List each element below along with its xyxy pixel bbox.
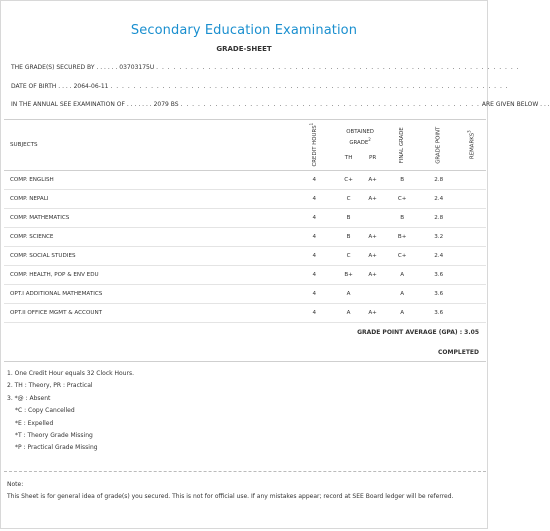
header-remarks: REMARKS$^3$ [457,120,486,171]
footnote-3: 3. *@ : Absent [7,394,51,402]
secured-by-label: THE GRADE(S) SECURED BY . . . . . . [11,64,118,71]
cell-practical-grade: A+ [361,304,384,323]
cell-practical-grade: A+ [361,228,384,247]
completion-status: COMPLETED [438,349,479,356]
cell-credit-hours: 4 [292,171,336,190]
cell-final-grade: A [384,304,420,323]
header-final-grade: FINAL GRADE [384,120,420,171]
table-row [4,209,486,228]
cell-final-grade: B [384,209,420,228]
footnote-3a: *C : Copy Cancelled [15,407,75,415]
cell-final-grade: B+ [384,228,420,247]
cell-subject: OPT.I ADDITIONAL MATHEMATICS [4,285,292,304]
cell-remarks [457,209,486,228]
footnote-3d: *P : Practical Grade Missing [15,444,98,452]
table-row [4,285,486,304]
cell-theory-grade: C+ [336,171,361,190]
header-obtained-grade: OBTAINED GRADE$^2$ TH PR [336,120,384,171]
table-row [4,304,486,323]
cell-subject: COMP. ENGLISH [4,171,292,190]
footnote-1: 1. One Credit Hour equals 32 Clock Hours. [7,370,134,377]
exam-value: 2079 BS [153,101,179,108]
footnotes [7,368,134,455]
cell-final-grade: A [384,285,420,304]
cell-credit-hours: 4 [292,209,336,228]
exam-suffix: ARE GIVEN BELOW . . . [481,101,550,108]
grades-body [4,171,486,323]
cell-practical-grade [361,209,384,228]
header-subjects: SUBJECTS [4,120,292,171]
cell-remarks [457,171,486,190]
footnote-3c: *T : Theory Grade Missing [15,432,93,440]
header-grade-point: GRADE POINT [420,120,457,171]
cell-remarks [457,304,486,323]
cell-subject: OPT.II OFFICE MGMT & ACCOUNT [4,304,292,323]
cell-grade-point: 2.8 [420,171,457,190]
cell-credit-hours: 4 [292,266,336,285]
divider [4,361,486,362]
cell-grade-point: 3.6 [420,285,457,304]
header-credit-hours: CREDIT HOURS$^1$ [292,120,336,171]
cell-theory-grade: A [336,304,361,323]
table-row [4,190,486,209]
cell-theory-grade: B+ [336,266,361,285]
cell-grade-point: 3.6 [420,266,457,285]
note-text: This Sheet is for general idea of grade(s) you secured. This is not for official use. If any mistakes appear; record at SEE Board ledger will be referred. [7,492,454,500]
header-pr: PR [368,154,377,161]
cell-subject: COMP. SCIENCE [4,228,292,247]
cell-remarks [457,266,486,285]
cell-practical-grade [361,285,384,304]
cell-subject: COMP. HEALTH, POP & ENV EDU [4,266,292,285]
cell-theory-grade: B [336,209,361,228]
table-row [4,228,486,247]
table-row [4,247,486,266]
cell-practical-grade: A+ [361,190,384,209]
page-subtitle: GRADE-SHEET [216,45,272,53]
disclaimer [7,479,483,502]
table-row [4,266,486,285]
table-header-row [4,120,486,171]
gpa-summary: GRADE POINT AVERAGE (GPA) : 3.05 [357,329,479,336]
cell-grade-point: 3.2 [420,228,457,247]
table-row [4,171,486,190]
cell-final-grade: A [384,266,420,285]
cell-subject: COMP. MATHEMATICS [4,209,292,228]
dob-value: 2064-06-11 [73,83,109,90]
cell-credit-hours: 4 [292,228,336,247]
cell-theory-grade: C [336,247,361,266]
cell-final-grade: B [384,171,420,190]
dashed-divider [4,471,486,472]
cell-credit-hours: 4 [292,285,336,304]
cell-credit-hours: 4 [292,247,336,266]
cell-theory-grade: B [336,228,361,247]
cell-credit-hours: 4 [292,304,336,323]
exam-label: IN THE ANNUAL SEE EXAMINATION OF . . . . . . . [11,101,152,108]
cell-practical-grade: A+ [361,266,384,285]
footnote-2: 2. TH : Theory, PR : Practical [7,382,93,390]
cell-theory-grade: A [336,285,361,304]
cell-final-grade: C+ [384,190,420,209]
secured-by-value: 03703175U [119,64,155,71]
header-th: TH [344,154,353,161]
cell-grade-point: 3.6 [420,304,457,323]
info-secured-by: THE GRADE(S) SECURED BY . . . . . . 03703175U . . . . . . . . . . . . . . . . . . . . . . . . . . . . . . . . . . . . . . . . . . . . . . . . . . . . . . . . . . . . . . . [11,64,520,71]
cell-theory-grade: C [336,190,361,209]
page-title: Secondary Education Examination [130,23,358,38]
info-dob: DATE OF BIRTH . . . . 2064-06-11 . . . . . . . . . . . . . . . . . . . . . . . . . . . . . . . . . . . . . . . . . . . . . . . . . . . . . . . . . . . . . . . . . . . . . [11,83,509,90]
cell-practical-grade: A+ [361,171,384,190]
cell-practical-grade: A+ [361,247,384,266]
info-exam: IN THE ANNUAL SEE EXAMINATION OF . . . . . . . 2079 BS . . . . . . . . . . . . . . . . . . . . . . . . . . . . . . . . . . . . . . . . . . . . . . . . . . . . ARE GIVEN BELOW . . . [11,101,550,108]
cell-remarks [457,228,486,247]
dob-label: DATE OF BIRTH . . . . [11,83,72,90]
cell-credit-hours: 4 [292,190,336,209]
cell-remarks [457,190,486,209]
footnote-3b: *E : Expelled [15,419,54,427]
cell-grade-point: 2.4 [420,247,457,266]
cell-subject: COMP. SOCIAL STUDIES [4,247,292,266]
cell-grade-point: 2.4 [420,190,457,209]
cell-grade-point: 2.8 [420,209,457,228]
note-label: Note: [7,481,24,488]
cell-subject: COMP. NEPALI [4,190,292,209]
grades-table [4,119,486,323]
cell-remarks [457,247,486,266]
cell-remarks [457,285,486,304]
cell-final-grade: C+ [384,247,420,266]
